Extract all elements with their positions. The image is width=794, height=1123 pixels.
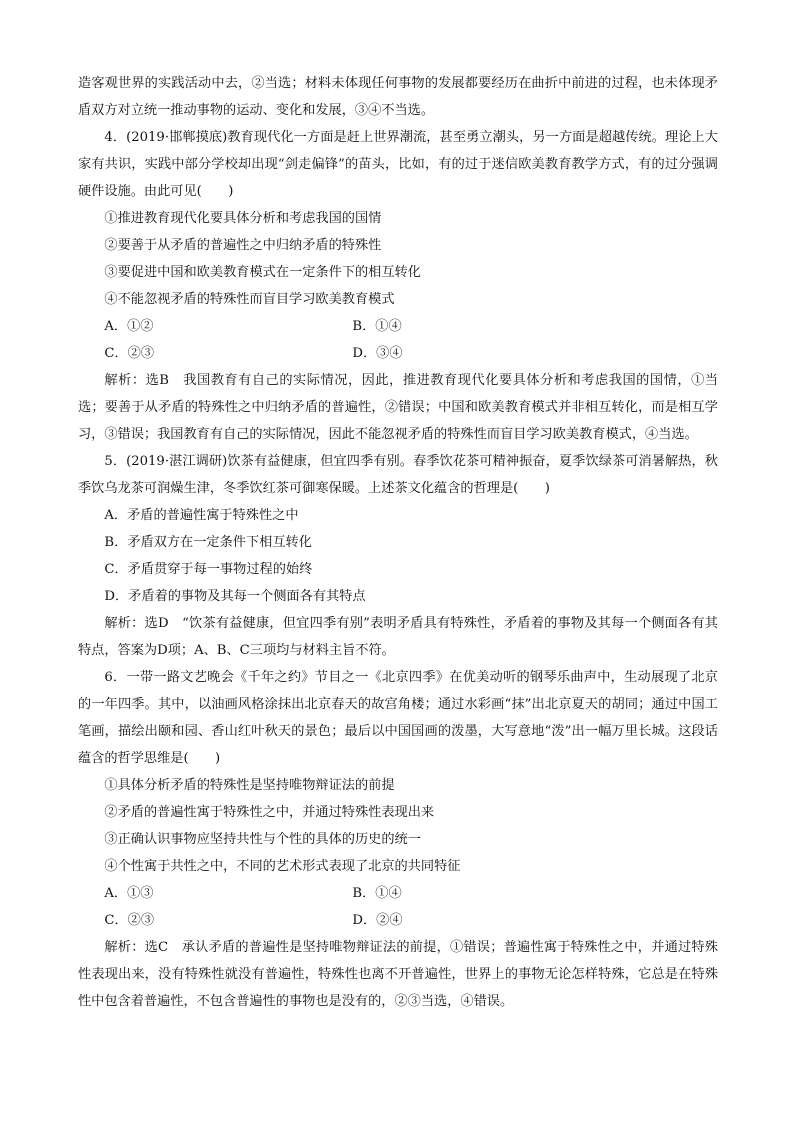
option-b: B．①④ (352, 319, 402, 334)
option-c: C．②③ (104, 346, 155, 361)
option-row (78, 880, 718, 907)
option-a: A．矛盾的普遍性寓于特殊性之中 (104, 508, 299, 523)
option-row (78, 340, 718, 367)
question-stem: 4．(2019·邯郸摸底)教育现代化一方面是赶上世界潮流，甚至勇立潮头，另一方面是超越传统。理论上大家有共识，实践中部分学校却出现“剑走偏锋”的苗头，比如，有的过于迷信欧美教育教学方式，有的过分强调硬件设施。由此可见( ) (78, 130, 718, 199)
statement-3: ③正确认识事物应坚持共性与个性的具体的历史的统一 (104, 832, 421, 847)
option-d: D．②④ (352, 913, 403, 928)
option-c: C．②③ (104, 913, 155, 928)
statement-4: ④个性寓于共性之中，不同的艺术形式表现了北京的共同特征 (104, 859, 461, 874)
option-row (78, 313, 718, 340)
option-b: B．矛盾双方在一定条件下相互转化 (104, 535, 312, 550)
question-6 (78, 664, 718, 1015)
option-d: D．矛盾着的事物及其每一个侧面各有其特点 (104, 589, 366, 604)
option-a: A．①③ (104, 886, 154, 901)
answer-explanation: 解析：选C 承认矛盾的普遍性是坚持唯物辩证法的前提，①错误；普遍性寓于特殊性之中，并通过特殊性表现出来，没有特殊性就没有普遍性，特殊性也离不开普遍性，世界上的事物无论怎样特殊，它总是在特殊性中包含着普遍性，不包含普遍性的事物也是没有的，②③当选，④错误。 (78, 940, 718, 1009)
answer-explanation: 解析：选D “饮茶有益健康，但宜四季有别”表明矛盾具有特殊性，矛盾着的事物及其每一个侧面各有其特点，答案为D项；A、B、C三项均与材料主旨不符。 (78, 616, 718, 658)
statement-2: ②矛盾的普遍性寓于特殊性之中，并通过特殊性表现出来 (104, 805, 435, 820)
statement-1: ①具体分析矛盾的特殊性是坚持唯物辩证法的前提 (104, 778, 395, 793)
statement-3: ③要促进中国和欧美教育模式在一定条件下的相互转化 (104, 265, 421, 280)
statement-4: ④不能忽视矛盾的特殊性而盲目学习欧美教育模式 (104, 292, 395, 307)
option-b: B．①④ (352, 886, 402, 901)
answer-explanation: 解析：选B 我国教育有自己的实际情况，因此，推进教育现代化要具体分析和考虑我国的国情，①当选；要善于从矛盾的特殊性之中归纳矛盾的普遍性，②错误；中国和欧美教育模式并非相互转化，而是相互学习，③错误；我国教育有自己的实际情况，因此不能忽视矛盾的特殊性而盲目学习欧美教育模式，④当选。 (78, 373, 718, 442)
question-stem: 5．(2019·湛江调研)饮茶有益健康，但宜四季有别。春季饮花茶可精神振奋，夏季饮绿茶可消暑解热，秋季饮乌龙茶可润燥生津，冬季饮红茶可御寒保暖。上述茶文化蕴含的哲理是( ) (78, 454, 718, 496)
option-row (78, 907, 718, 934)
option-a: A．①② (104, 319, 154, 334)
question-stem: 6．一带一路文艺晚会《千年之约》节目之一《北京四季》在优美动听的钢琴乐曲声中，生动展现了北京的一年四季。其中，以油画风格涂抹出北京春天的故宫角楼；通过水彩画“抹”出北京夏天的胡同；通过中国工笔画，描绘出颐和园、香山红叶秋天的景色；最后以中国国画的泼墨，大写意地“泼”出一幅万里长城。这段话蕴含的哲学思维是( ) (78, 670, 718, 766)
question-4 (78, 124, 718, 448)
option-d: D．③④ (352, 346, 403, 361)
question-5 (78, 448, 718, 664)
previous-answer-continuation: 造客观世界的实践活动中去，②当选；材料未体现任何事物的发展都要经历在曲折中前进的过程，也未体现矛盾双方对立统一推动事物的运动、变化和发展，③④不当选。 (78, 76, 718, 118)
option-c: C．矛盾贯穿于每一事物过程的始终 (104, 562, 313, 577)
statement-1: ①推进教育现代化要具体分析和考虑我国的国情 (104, 211, 382, 226)
document-page (78, 70, 718, 1015)
statement-2: ②要善于从矛盾的普遍性之中归纳矛盾的特殊性 (104, 238, 382, 253)
